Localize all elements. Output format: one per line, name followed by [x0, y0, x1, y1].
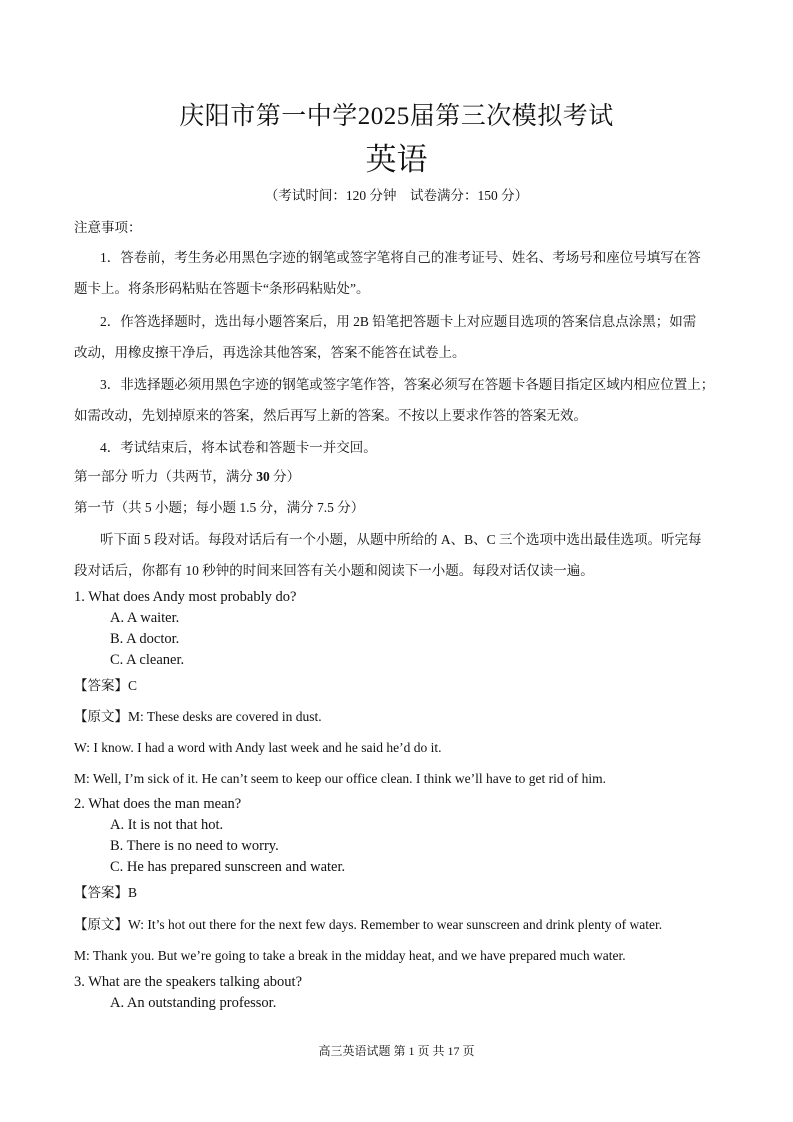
transcript-label: 【原文】	[74, 917, 128, 932]
answer-label: 【答案】	[74, 678, 128, 693]
footer-middle: 页 共	[414, 1044, 448, 1058]
part-heading-suffix: 分）	[269, 469, 301, 484]
notice-item-3-line-2: 如需改动，先划掉原来的答案，然后再写上新的答案。不按以上要求作答的答案无效。	[74, 408, 587, 423]
question-3-stem: 3. What are the speakers talking about?	[74, 974, 303, 990]
question-2-stem: 2. What does the man mean?	[74, 796, 242, 812]
question-1-transcript-2: W: I know. I had a word with Andy last week and he said he’d do it.	[74, 740, 442, 755]
question-1-stem: 1. What does Andy most probably do?	[74, 589, 297, 605]
notice-item-2-line-2: 改动，用橡皮擦干净后，再选涂其他答案，答案不能答在试卷上。	[74, 345, 466, 360]
question-1-transcript-1	[74, 707, 724, 727]
answer-value: B	[128, 885, 138, 900]
question-2-option-c: C. He has prepared sunscreen and water.	[110, 859, 346, 875]
question-1-transcript-3: M: Well, I’m sick of it. He can’t seem to keep our office clean. I think we’ll have to get rid of him.	[74, 771, 607, 786]
answer-value: C	[128, 678, 138, 693]
question-1-option-a: A. A waiter.	[110, 610, 180, 626]
question-1-answer	[74, 676, 724, 696]
footer-page-number: 1	[408, 1044, 415, 1058]
question-1-option-b: B. A doctor.	[110, 631, 180, 647]
exam-title: 庆阳市第一中学2025届第三次模拟考试	[179, 103, 614, 130]
part-heading-prefix: 第一部分 听力（共两节，满分	[74, 469, 257, 484]
exam-meta: （考试时间：120 分钟 试卷满分：150 分）	[264, 188, 529, 203]
part-score: 30	[256, 469, 270, 484]
question-2-transcript-1	[74, 915, 724, 935]
question-2-transcript-2: M: Thank you. But we’re going to take a break in the midday heat, and we have prepared much water.	[74, 948, 626, 963]
footer-suffix: 页	[459, 1044, 475, 1058]
question-3-option-a: A. An outstanding professor.	[110, 995, 277, 1011]
notice-item-1-line-1: 1．答卷前，考生务必用黑色字迹的钢笔或签字笔将自己的准考证号、姓名、考场号和座位号填写在答	[100, 250, 701, 265]
subsection-heading: 第一节（共 5 小题；每小题 1.5 分，满分 7.5 分）	[74, 500, 365, 515]
transcript-line: M: These desks are covered in dust.	[128, 709, 322, 724]
notice-item-4: 4．考试结束后，将本试卷和答题卡一并交回。	[100, 440, 377, 455]
notice-item-3-line-1: 3．非选择题必须用黑色字迹的钢笔或签字笔作答，答案必须写在答题卡各题目指定区域内相应位置上；	[100, 377, 715, 392]
instruction-line-2: 段对话后，你都有 10 秒钟的时间来回答有关小题和阅读下一小题。每段对话仅读一遍。	[74, 563, 594, 578]
part-heading	[74, 467, 724, 487]
question-1-option-c: C. A cleaner.	[110, 652, 185, 668]
transcript-line: W: It’s hot out there for the next few days. Remember to wear sunscreen and drink plenty of water.	[128, 917, 663, 932]
question-2-option-a: A. It is not that hot.	[110, 817, 224, 833]
notice-heading: 注意事项：	[74, 220, 142, 235]
answer-label: 【答案】	[74, 885, 128, 900]
footer-prefix: 高三英语试题 第	[318, 1044, 409, 1058]
footer-total-pages: 17	[447, 1044, 460, 1058]
subject-title: 英语	[365, 142, 428, 177]
question-2-answer	[74, 883, 724, 903]
page-footer	[0, 1042, 793, 1060]
notice-item-2-line-1: 2．作答选择题时，选出每小题答案后，用 2B 铅笔把答题卡上对应题目选项的答案信息点涂黑；如需	[100, 314, 697, 329]
question-2-option-b: B. There is no need to worry.	[110, 838, 279, 854]
notice-item-1-line-2: 题卡上。将条形码粘贴在答题卡“条形码粘贴处”。	[74, 281, 370, 296]
instruction-line-1: 听下面 5 段对话。每段对话后有一个小题，从题中所给的 A、B、C 三个选项中选出最佳选项。听完每	[100, 532, 702, 547]
transcript-label: 【原文】	[74, 709, 128, 724]
